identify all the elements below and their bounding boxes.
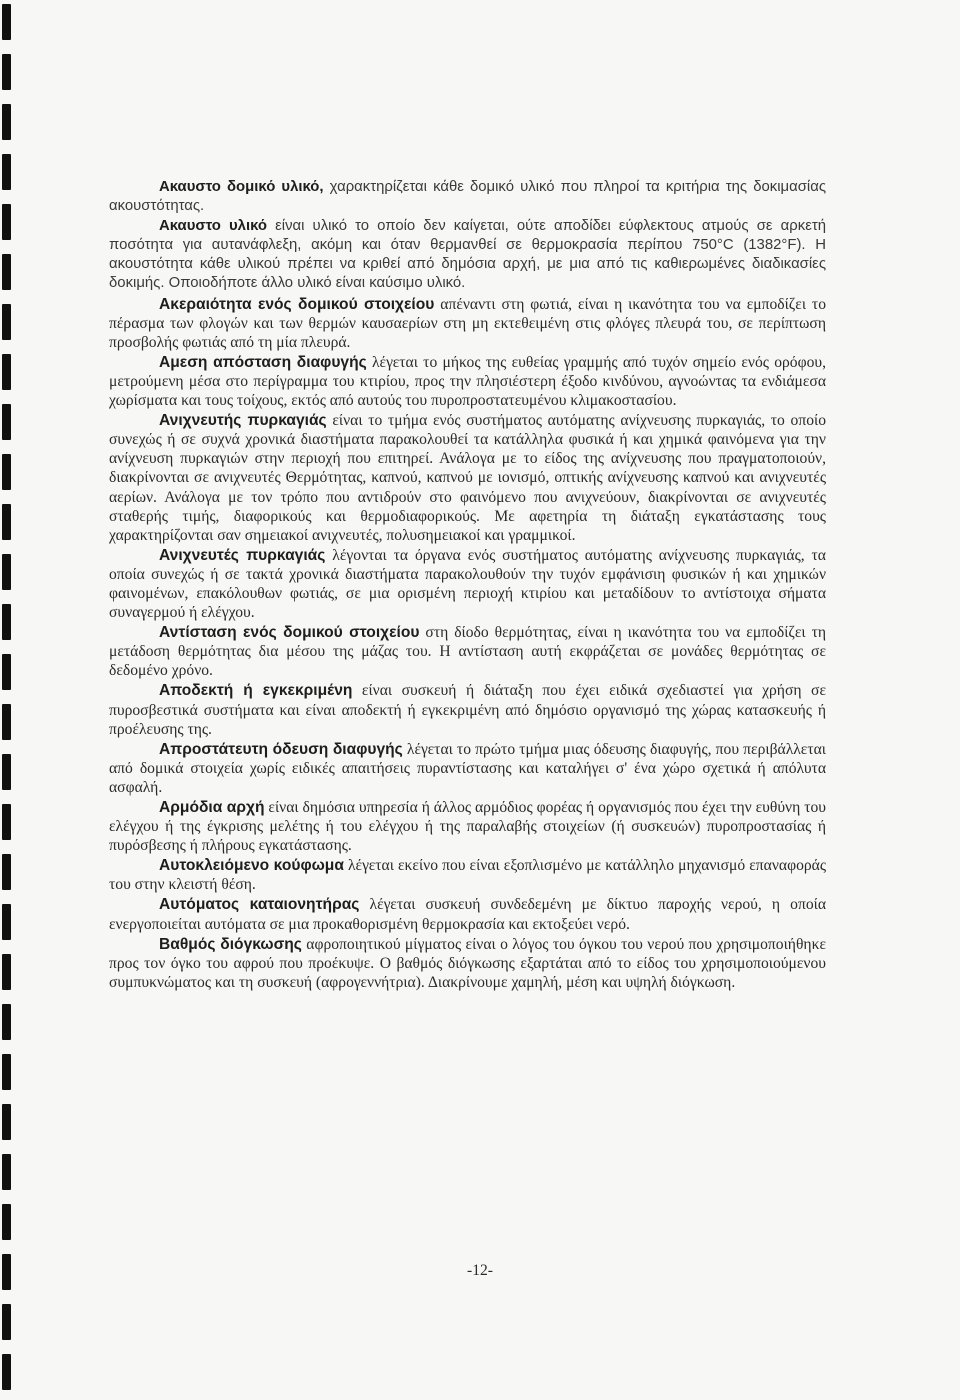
- binder-hole: [2, 654, 11, 690]
- definition-term: Αυτόματος καταιονητήρας: [159, 896, 360, 914]
- binder-hole: [2, 754, 11, 790]
- definition-paragraph: [109, 353, 826, 410]
- binder-hole: [2, 704, 11, 740]
- definition-text: χαρακτηρίζεται κάθε δομικό υλικό που πληροί τα κριτήρια της δοκιμασίας ακουστότητας.: [109, 179, 826, 215]
- definition-text: είναι το τμήμα ενός συστήματος αυτόματης ανίχνευσης πυρκαγιάς, το οποίο συνεχώς ή σε συχνά χρονικά διαστήματα παρακολουθεί τα κατάλληλα φυσικά ή και χημικά φαινόμενα για την ανίχνευση πυρκαγιών στην περιοχή που επιτηρεί. Ανάλογα με το είδος της ανίχνευσης που πραγματοποιούν, διακρίνονται σε ανιχνευτές Θερμότητας, καπνού, καπνού με ιονισμό, οπτικής ανίχνευσης καπνού και ανιχνευτές αερίων. Ανάλογα με τον τρόπο που αντιδρούν στο φαινόμενο που ανιχνεύουν, διακρίνονται σε ανιχνευτές σταθερής τιμής, διαφορικούς και θερμοδιαφορικούς. Με αφετηρία τη διάταξη εγκατάστασης τους χαρακτηρίζονται σαν σημειακοί ανιχνευτές, πολυσημειακοί και γραμμικοί.: [109, 412, 827, 544]
- binder-hole: [2, 354, 11, 390]
- definition-paragraph: [109, 178, 826, 216]
- binder-hole: [2, 154, 11, 190]
- definition-term: Αμεση απόσταση διαφυγής: [159, 353, 367, 371]
- definition-term: Απροστάτευτη όδευση διαφυγής: [159, 740, 403, 758]
- binder-hole: [2, 1204, 11, 1240]
- binder-hole: [2, 254, 11, 290]
- binder-hole: [2, 904, 11, 940]
- binder-hole: [2, 54, 11, 90]
- binder-holes: [0, 0, 30, 1400]
- definition-text: λέγεται το μήκος της ευθείας γραμμής από τυχόν σημείο ενός ορόφου, μετρούμενη μέσα στο περίγραμμα του κτιρίου, προς την πλησιέστερη έξοδο κινδύνου, αγνοώντας τα ενδιάμεσα χωρίσματα και τους τοίχους, εκτός από αυτούς του πυροπροστατευμένου κλιμακοστασίου.: [109, 353, 826, 410]
- binder-hole: [2, 1304, 11, 1340]
- definition-text: λέγεται το πρώτο τμήμα μιας όδευσης διαφυγής, που περιβάλλεται από δομικά στοιχεία χωρίς ειδικές απαιτήσεις πυραντίστασης και καταλήγει σ' ένα χώρο σχετικά ή απόλυτα ασφαλή.: [109, 740, 826, 796]
- definition-term: Αρμόδια αρχή: [159, 799, 265, 816]
- definition-text: λέγεται εκείνο που είναι εξοπλισμένο με κατάλληλο μηχανισμό επαναφοράς του στην κλειστή θέση.: [109, 857, 826, 894]
- definition-text: στη δίοδο θερμότητας, είναι η ικανότητα του να εμποδίζει τη μετάδοση θερμότητας δια μέσου της μάζας του. Η αντίσταση αυτή εκφράζεται σε μονάδες θερμότητας σε δεδομένο χρόνο.: [109, 624, 826, 680]
- binder-hole: [2, 454, 11, 490]
- definition-paragraph: [109, 935, 826, 992]
- binder-hole: [2, 304, 11, 340]
- binder-hole: [2, 554, 11, 590]
- definition-paragraph: [109, 295, 826, 352]
- binder-hole: [2, 804, 11, 840]
- definition-term: Ακαυστο υλικό: [159, 218, 268, 235]
- binder-hole: [2, 1054, 11, 1090]
- definition-term: Ακεραιότητα ενός δομικού στοιχείου: [159, 295, 435, 313]
- definition-term: Ανιχνευτής πυρκαγιάς: [159, 412, 327, 430]
- definition-term: Αυτοκλειόμενο κούφωμα: [159, 857, 344, 875]
- binder-hole: [2, 604, 11, 640]
- definition-term: Ανιχνευτές πυρκαγιάς: [159, 546, 326, 564]
- binder-hole: [2, 1104, 11, 1140]
- definition-paragraph: [109, 798, 826, 855]
- binder-hole: [2, 404, 11, 440]
- binder-hole: [2, 854, 11, 890]
- definition-text: αφροποιητικού μίγματος είναι ο λόγος του όγκου του νερού που χρησιμοποιήθηκε προς τον όγκο του αφρού που προέκυψε. Ο βαθμός διόγκωσης εξαρτάται από το είδος του χρησιμοποιούμενου συμπυκνώματος και τη συσκευή (αφρογεννήτρια). Διακρίνουμε χαμηλή, μέση και υψηλή διόγκωση.: [109, 935, 826, 991]
- definition-paragraph: [109, 681, 826, 738]
- definition-paragraph: [109, 411, 826, 545]
- page-number: -12-: [467, 1262, 493, 1279]
- document-page: [109, 178, 826, 993]
- definition-term: Ακαυστο δομικό υλικό,: [159, 179, 324, 195]
- definition-paragraph: [109, 856, 826, 894]
- binder-hole: [2, 1354, 11, 1390]
- binder-hole: [2, 204, 11, 240]
- definition-term: Αποδεκτή ή εγκεκριμένη: [159, 682, 353, 700]
- definition-paragraph: [109, 623, 826, 680]
- definition-text: είναι δημόσια υπηρεσία ή άλλος αρμόδιος φορέας ή οργανισμός που έχει την ευθύνη του ελέγχου ή της έγκρισης μελέτης ή του ελέγχου ή της παραλαβής στοιχείων (ή συσκευών) πυροπροστασίας ή πυρόσβεσης ή πλήρους εγκατάστασης.: [109, 799, 826, 855]
- definition-text: λέγονται τα όργανα ενός συστήματος αυτόματης ανίχνευσης πυρκαγιάς, τα οποία συνεχώς ή σε τακτά χρονικά διαστήματα παρακολουθούν την τυχόν εμφάνισιη φυσικών ή και χημικών φαινομένων, επακόλουθων φωτιάς, σε μια ορισμένη περιοχή κτιρίου και μεταδίδουν το αντίστοιχα σήματα συναγερμού ή ελέγχου.: [109, 546, 826, 622]
- definition-text: είναι υλικό το οποίο δεν καίγεται, ούτε αποδίδει εύφλεκτους ατμούς σε αρκετή ποσότητα για αυτανάφλεξη, ακόμη και όταν θερμανθεί σε θερμοκρασία περίπου 750°C (1382°F). Η ακουστότητα κάθε υλικού πρέπει να κριθεί από δημόσια αρχή, με μια από τις καθιερωμένες διαδικασίες δοκιμής. Οποιοδήποτε άλλο υλικό είναι καύσιμο υλικό.: [109, 218, 826, 292]
- definition-text: απέναντι στη φωτιά, είναι η ικανότητα του να εμποδίζει το πέρασμα των φλογών και των θερμών καυσαερίων στη μη εκτεθειμένη στις φλόγες πλευρά του, σε περίπτωση προσβολής φωτιάς από τη μία πλευρά.: [109, 295, 826, 351]
- definition-text: λέγεται συσκευή συνδεδεμένη με δίκτυο παροχής νερού, η οποία ενεργοποιείται αυτόματα σε μια προκαθορισμένη θερμοκρασία και εκτοξεύει νερό.: [109, 896, 826, 933]
- definition-paragraph: [109, 217, 826, 293]
- binder-hole: [2, 954, 11, 990]
- binder-hole: [2, 1154, 11, 1190]
- definition-text: είναι συσκευή ή διάταξη που έχει ειδικά σχεδιαστεί για χρήση σε πυροσβεστικά συστήματα και είναι αποδεκτή ή εγκεκριμένη από δημόσιο οργανισμό της χώρας κατασκευής ή προέλευσης της.: [109, 682, 827, 738]
- definition-term: Βαθμός διόγκωσης: [159, 935, 302, 953]
- definition-term: Αντίσταση ενός δομικού στοιχείου: [159, 624, 420, 642]
- binder-hole: [2, 104, 11, 140]
- definition-paragraph: [109, 546, 826, 622]
- binder-hole: [2, 1004, 11, 1040]
- definition-paragraph: [109, 895, 826, 933]
- binder-hole: [2, 504, 11, 540]
- binder-hole: [2, 4, 11, 40]
- definition-paragraph: [109, 740, 826, 797]
